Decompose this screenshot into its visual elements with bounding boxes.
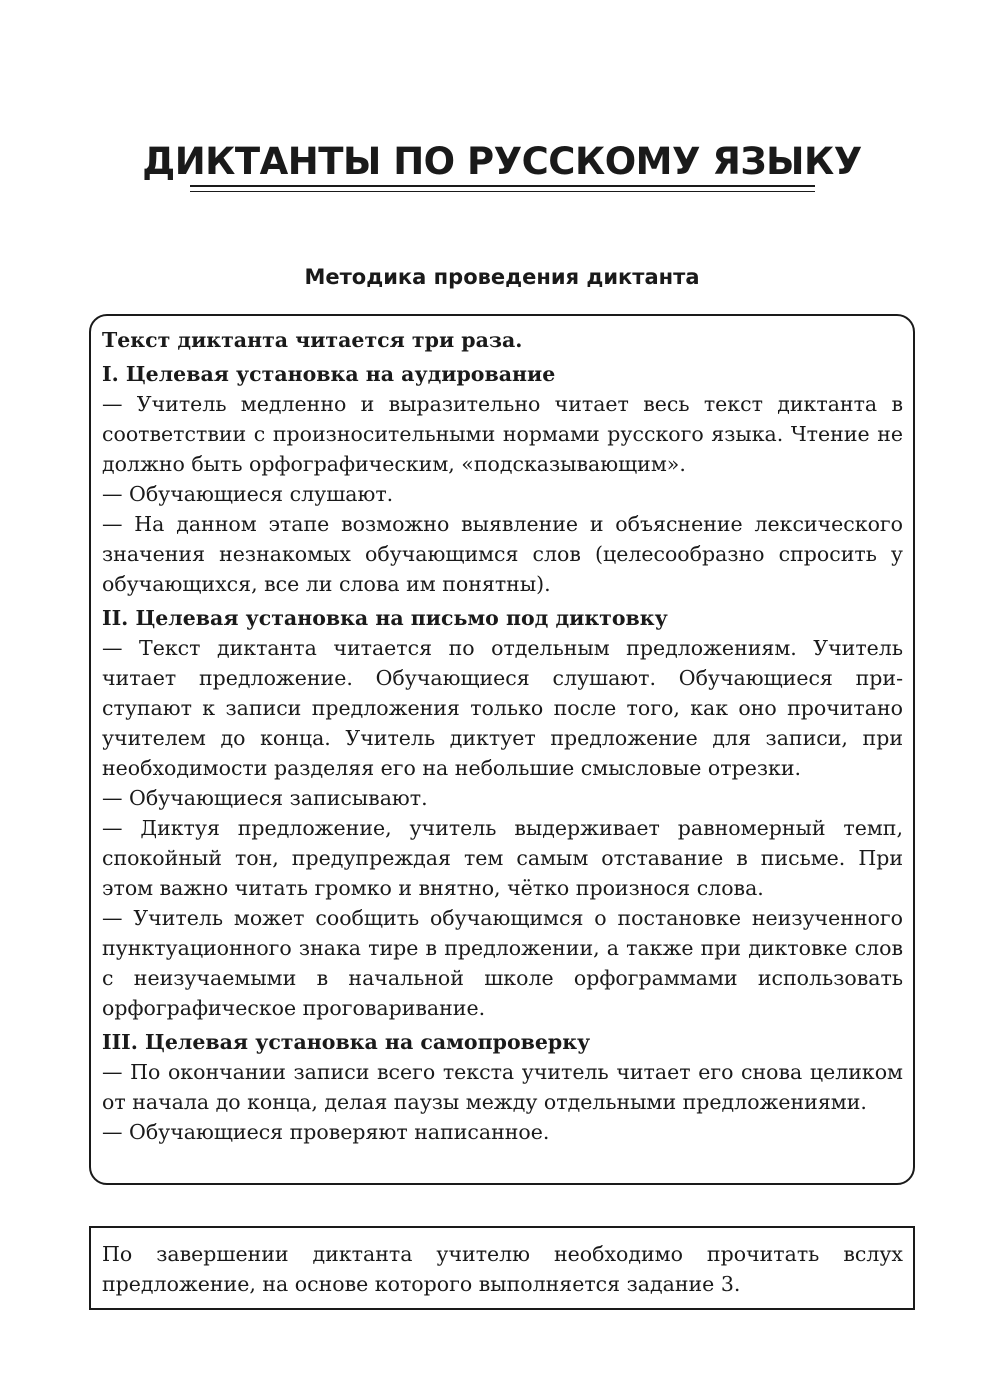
page-title: ДИКТАНТЫ ПО РУССКОМУ ЯЗЫКУ — [142, 140, 862, 183]
intro-line: Текст диктанта читается три раза. — [102, 328, 523, 352]
stage2-paragraph: — Учитель может сообщить обучающимся о постановке неизученного пунктуационного знака тире в предложении, а также при диктовке слов с неизучаемыми в начальной школе орфограммами использовать орфографическое проговаривание. — [102, 906, 903, 1020]
stage3-paragraph: — Обучающиеся проверяют написанное. — [102, 1120, 550, 1144]
stage3-paragraph: — По окончании записи всего текста учитель читает его снова целиком от начала до конца, делая паузы между отдельными предложениями. — [102, 1060, 903, 1114]
title-double-underline — [190, 185, 815, 192]
methodology-box — [89, 314, 915, 1185]
note-text: По завершении диктанта учителю необходимо прочитать вслух предложение, на основе которого выполняется задание 3. — [102, 1242, 903, 1296]
stage2-heading: II. Целевая установка на письмо под диктовку — [102, 606, 668, 630]
stage2-paragraph: — Текст диктанта читается по отдельным предложениям. Учитель читает предложение. Обучающиеся слушают. Обучающиеся приступают к записи предложения только после того, как оно прочитано учителем до конца. Учитель диктует предложение для записи, при необходимости разделяя его на небольшие смысловые отрезки. — [102, 636, 903, 780]
stage1-heading: I. Целевая установка на аудирование — [102, 362, 556, 386]
section-heading: Методика проведения диктанта — [304, 265, 700, 289]
stage3-heading: III. Целевая установка на самопроверку — [102, 1030, 591, 1054]
stage1-paragraph: — На данном этапе возможно выявление и объяснение лексического значения незнакомых обучающимся слов (целесообразно спросить у обучающихся, все ли слова им понятны). — [102, 512, 903, 596]
note-box — [89, 1226, 915, 1310]
stage2-paragraph: — Обучающиеся записывают. — [102, 786, 428, 810]
stage1-paragraph: — Учитель медленно и выразительно читает весь текст диктанта в соответствии с произносительными нормами русского языка. Чтение не должно быть орфографическим, «подсказывающим». — [102, 392, 903, 476]
stage1-paragraph: — Обучающиеся слушают. — [102, 482, 394, 506]
stage2-paragraph: — Диктуя предложение, учитель выдерживает равномерный темп, спокойный тон, предупреждая тем самым отставание в письме. При этом важно читать громко и внятно, чётко произнося слова. — [102, 816, 903, 900]
